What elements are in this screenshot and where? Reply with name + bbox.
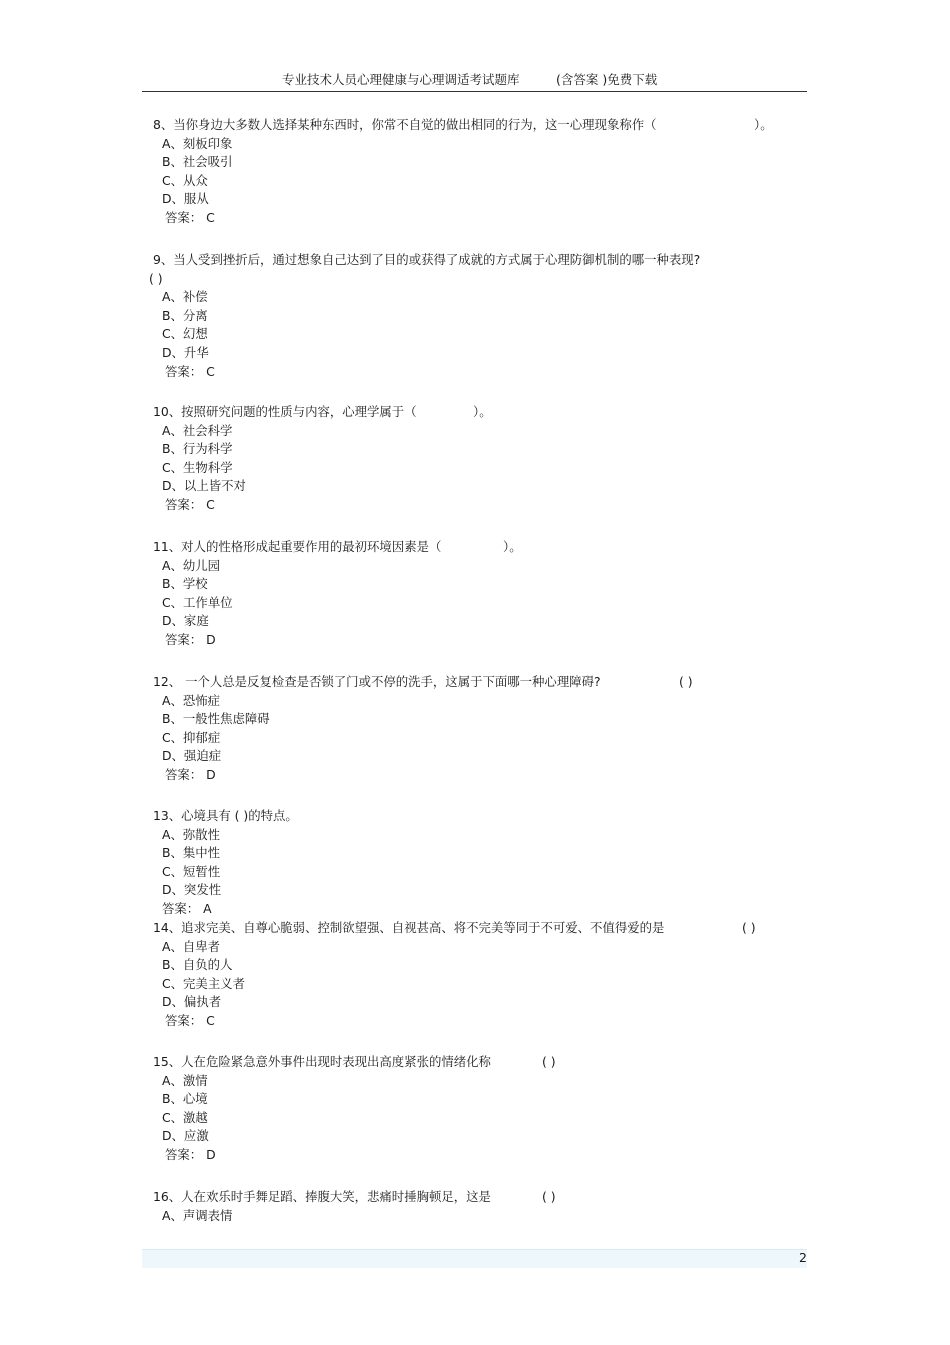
question-stem: 15、人在危险紧急意外事件出现时表现出高度紧张的情绪化称 (153, 1054, 491, 1069)
question-13 (153, 807, 793, 919)
question-16 (153, 1188, 793, 1225)
option-b: B、集中性 (162, 845, 221, 861)
question-9 (149, 251, 793, 381)
question-stem: 14、追求完美、自尊心脆弱、控制欲望强、自视甚高、将不完美等同于不可爱、不值得爱的是 (153, 920, 665, 935)
question-stem: 10、按照研究问题的性质与内容，心理学属于（ (153, 404, 417, 419)
question-11 (153, 538, 793, 650)
page-footer (142, 1249, 807, 1268)
option-a: A、弥散性 (162, 826, 221, 842)
option-d: D、服从 (162, 191, 209, 207)
option-a: A、社会科学 (162, 422, 233, 438)
question-stem-tail: ( ) (542, 1054, 556, 1069)
question-8 (153, 116, 793, 228)
question-stem-tail: ( ) (542, 1189, 556, 1204)
option-b: B、行为科学 (162, 441, 233, 457)
header-subtitle: (含答案 )免费下载 (556, 72, 658, 87)
question-stem: 9、当人受到挫折后，通过想象自己达到了目的或获得了成就的方式属于心理防御机制的哪一种表现? (153, 252, 701, 267)
header-divider (142, 91, 807, 92)
option-b: B、自负的人 (162, 957, 233, 973)
page-number: 2 (799, 1250, 807, 1265)
option-d: D、升华 (162, 344, 209, 360)
option-a: A、刻板印象 (162, 135, 233, 151)
question-stem: 13、心境具有 ( )的特点。 (153, 808, 298, 823)
answer: 答案： C (165, 496, 215, 512)
option-a: A、幼儿园 (162, 557, 221, 573)
option-a: A、自卑者 (162, 938, 221, 954)
option-b: B、社会吸引 (162, 154, 233, 170)
question-15 (153, 1053, 793, 1165)
option-a: A、恐怖症 (162, 692, 221, 708)
question-stem: 12、 一个人总是反复检查是否锁了门或不停的洗手，这属于下面哪一种心理障碍? (153, 674, 601, 689)
answer: 答案： D (165, 631, 216, 647)
option-b: B、一般性焦虑障碍 (162, 711, 270, 727)
option-c: C、激越 (162, 1109, 208, 1125)
question-stem: 11、对人的性格形成起重要作用的最初环境因素是（ (153, 539, 442, 554)
question-stem-tail: ）。 (754, 117, 773, 132)
question-12 (153, 673, 793, 785)
option-c: C、工作单位 (162, 594, 233, 610)
option-a: A、补偿 (162, 289, 208, 305)
header-title: 专业技术人员心理健康与心理调适考试题库 (282, 72, 520, 87)
answer: 答案： D (165, 766, 216, 782)
question-stem-tail: ( ) (679, 674, 693, 689)
option-a: A、激情 (162, 1072, 208, 1088)
question-stem-tail: ( ) (742, 920, 756, 935)
option-d: D、家庭 (162, 613, 209, 629)
question-10 (153, 403, 793, 515)
option-d: D、突发性 (162, 882, 222, 898)
question-stem-tail: ）。 (473, 404, 492, 419)
option-d: D、强迫症 (162, 748, 222, 764)
question-stem-line2: ( ) (149, 270, 163, 286)
option-b: B、心境 (162, 1091, 208, 1107)
option-a: A、声调表情 (162, 1207, 233, 1223)
option-c: C、幻想 (162, 326, 208, 342)
question-stem: 8、当你身边大多数人选择某种东西时，你常不自觉的做出相同的行为，这一心理现象称作（ (153, 117, 657, 132)
option-c: C、短暂性 (162, 863, 221, 879)
option-c: C、抑郁症 (162, 729, 221, 745)
answer: 答案： D (165, 1146, 216, 1162)
answer: 答案： C (165, 1012, 215, 1028)
option-c: C、生物科学 (162, 459, 233, 475)
question-stem: 16、人在欢乐时手舞足蹈、捧腹大笑，悲痛时捶胸顿足，这是 (153, 1189, 491, 1204)
answer: 答案： C (165, 209, 215, 225)
option-c: C、完美主义者 (162, 975, 245, 991)
option-d: D、偏执者 (162, 994, 222, 1010)
answer: 答案： A (162, 900, 212, 916)
option-d: D、以上皆不对 (162, 478, 246, 494)
option-d: D、应激 (162, 1128, 209, 1144)
question-14 (153, 919, 793, 1031)
option-b: B、学校 (162, 576, 208, 592)
option-b: B、分离 (162, 307, 208, 323)
option-c: C、从众 (162, 172, 208, 188)
answer: 答案： C (165, 363, 215, 379)
question-stem-tail: ）。 (503, 539, 522, 554)
page-header (142, 70, 807, 90)
